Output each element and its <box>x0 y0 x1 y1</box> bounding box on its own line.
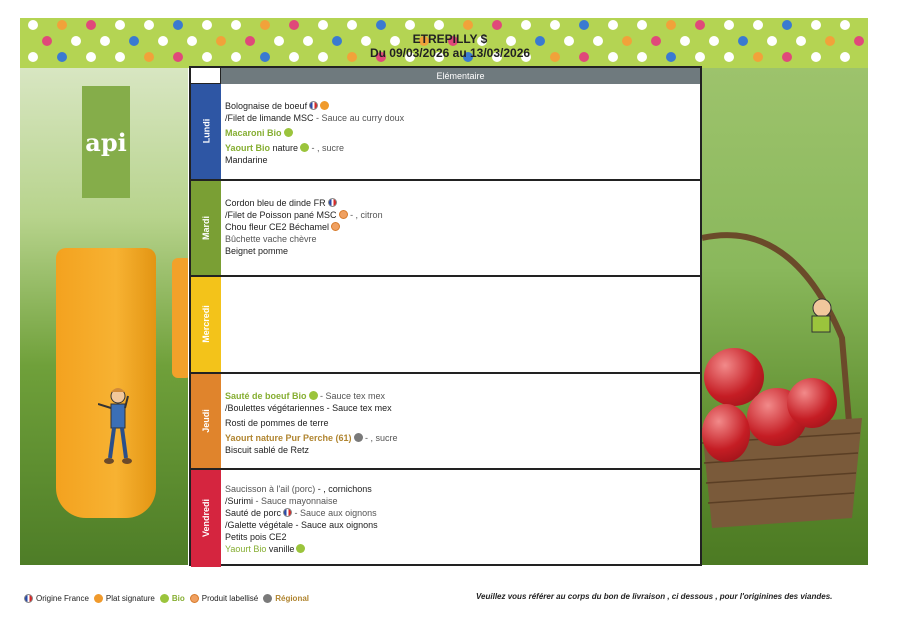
menu-item <box>225 142 696 154</box>
polka-dot <box>811 20 821 30</box>
menu-text: Saucisson à l'ail (porc) <box>225 484 316 494</box>
menu-text: Petits pois CE2 <box>225 532 287 542</box>
menu-text: Sauté de porc <box>225 508 282 518</box>
menu-text: vanille <box>266 544 295 554</box>
day-row-lundi <box>191 84 700 181</box>
legend-signature: Plat signature <box>105 594 155 603</box>
day-name: Jeudi <box>200 408 211 433</box>
polka-dot <box>463 20 473 30</box>
menu-text: - , cornichons <box>315 484 372 494</box>
day-menu <box>225 100 696 166</box>
day-name: Mardi <box>200 215 211 240</box>
polka-dot <box>637 20 647 30</box>
polka-dot <box>202 20 212 30</box>
day-menu <box>225 483 696 555</box>
day-row-vendredi <box>191 470 700 567</box>
regional-icon <box>263 594 272 603</box>
polka-dot <box>173 20 183 30</box>
yellow-boot-back <box>172 258 188 378</box>
regional-icon <box>354 433 363 442</box>
menu-item <box>225 483 696 495</box>
day-row-mardi <box>191 181 700 278</box>
menu-item <box>225 531 696 543</box>
menu-text: Bolognaise de boeuf <box>225 101 308 111</box>
bio-icon <box>296 544 305 553</box>
legend-labellise: Produit labellisé <box>201 594 259 603</box>
api-logo: api <box>82 86 130 198</box>
day-menu <box>225 390 696 456</box>
polka-dot <box>86 20 96 30</box>
apple <box>787 378 837 428</box>
day-menu <box>225 197 696 257</box>
polka-dot <box>289 20 299 30</box>
day-name: Lundi <box>201 119 211 144</box>
site-name: ETREPILLY $ <box>412 32 488 46</box>
yellow-boot <box>56 248 156 518</box>
menu-text: Bûchette vache chèvre <box>225 233 317 244</box>
menu-item <box>225 209 696 221</box>
menu-text: Beignet pomme <box>225 245 289 256</box>
apple <box>702 404 750 462</box>
menu-item <box>225 507 696 519</box>
day-label <box>191 277 221 372</box>
signature-icon <box>94 594 103 603</box>
label-icon <box>339 210 348 219</box>
menu-item <box>225 233 696 245</box>
menu-text: Macaroni Bio <box>225 128 282 138</box>
menu-text: /Galette végétale - Sauce aux oignons <box>225 520 378 530</box>
polka-dot <box>782 20 792 30</box>
day-label <box>191 374 221 469</box>
menu-accompaniment: - , citron <box>347 209 383 220</box>
menu-item <box>225 197 696 209</box>
menu-text: - Sauce au curry doux <box>313 113 405 123</box>
menu-item <box>225 390 696 402</box>
header-corner <box>191 68 221 84</box>
france-flag-icon <box>24 594 33 603</box>
day-name: Vendredi <box>201 499 212 538</box>
legend-origine: Origine France <box>36 594 89 603</box>
apple-basket-photo <box>702 68 868 565</box>
menu-item <box>225 245 696 257</box>
day-label <box>191 470 221 567</box>
menu-text: Mandarine <box>225 155 268 165</box>
menu-accompaniment: - Sauce aux oignons <box>292 508 377 518</box>
menu-item <box>225 127 696 139</box>
polka-dot <box>666 20 676 30</box>
meat-origin-note: Veuillez vous référer au corps du bon de livraison , ci dessous , pour l'originines des viandes. <box>476 592 833 601</box>
polka-dot <box>608 20 618 30</box>
menu-item <box>225 543 696 555</box>
bio-icon <box>284 128 293 137</box>
menu-text: Sauté de boeuf Bio <box>225 390 307 401</box>
polka-dot <box>318 20 328 30</box>
menu-item <box>225 432 696 444</box>
bio-icon <box>300 143 309 152</box>
menu-text: Yaourt Bio <box>225 544 267 554</box>
label-icon <box>190 594 199 603</box>
polka-dot <box>579 20 589 30</box>
polka-dot <box>840 20 850 30</box>
menu-text: Biscuit sablé de Retz <box>225 444 310 455</box>
france-flag-icon <box>328 198 337 207</box>
menu-accompaniment: - , sucre <box>362 432 398 443</box>
legend-bio: Bio <box>171 594 185 603</box>
polka-dot <box>231 20 241 30</box>
polka-dot <box>492 20 502 30</box>
polka-dot <box>376 20 386 30</box>
polka-dot <box>347 20 357 30</box>
day-row-mercredi <box>191 277 700 374</box>
menu-text: Rosti de pommes de terre <box>225 417 329 428</box>
label-icon <box>331 222 340 231</box>
menu-item <box>225 444 696 456</box>
page-title <box>0 32 900 60</box>
day-row-jeudi <box>191 374 700 471</box>
polka-dot <box>434 20 444 30</box>
menu-text: Chou fleur CE2 Béchamel <box>225 221 330 232</box>
legend <box>22 594 309 603</box>
france-flag-icon <box>309 101 318 110</box>
polka-dot <box>57 20 67 30</box>
bio-icon <box>160 594 169 603</box>
polka-dot <box>28 20 38 30</box>
menu-text: /Boulettes végétariennes - Sauce tex mex <box>225 402 392 413</box>
polka-dot <box>550 20 560 30</box>
polka-dot <box>260 20 270 30</box>
menu-text: - Sauce mayonnaise <box>253 496 338 506</box>
menu-item <box>225 100 696 112</box>
polka-dot <box>695 20 705 30</box>
menu-text: Yaourt nature Pur Perche (61) <box>225 432 352 443</box>
menu-period: Du 09/03/2026 au 13/03/2026 <box>369 46 531 60</box>
menu-text: /Filet de Poisson pané MSC <box>225 209 337 220</box>
menu-item <box>225 519 696 531</box>
day-name: Mercredi <box>201 305 211 344</box>
day-label <box>191 84 221 179</box>
menu-text: /Surimi <box>225 496 254 506</box>
menu-item <box>225 154 696 166</box>
menu-item <box>225 221 696 233</box>
menu-text: nature <box>270 143 299 153</box>
menu-text: Yaourt Bio <box>225 143 271 153</box>
polka-dot <box>724 20 734 30</box>
boot-photo <box>20 68 188 565</box>
bio-icon <box>309 391 318 400</box>
day-label <box>191 181 221 276</box>
signature-icon <box>320 101 329 110</box>
child-illustration <box>98 386 136 466</box>
polka-dot <box>521 20 531 30</box>
polka-dot <box>405 20 415 30</box>
menu-accompaniment: - Sauce tex mex <box>317 390 386 401</box>
menu-item <box>225 495 696 507</box>
menu-accompaniment: - , sucre <box>309 143 345 153</box>
france-flag-icon <box>283 508 292 517</box>
menu-text: /Filet de limande MSC <box>225 113 314 123</box>
menu-item <box>225 402 696 414</box>
polka-dot <box>115 20 125 30</box>
polka-dot <box>753 20 763 30</box>
menu-table <box>189 66 702 566</box>
menu-item <box>225 417 696 429</box>
legend-regional: Régional <box>275 594 309 603</box>
column-header: Elémentaire <box>221 68 700 84</box>
polka-dot <box>144 20 154 30</box>
menu-item <box>225 112 696 124</box>
menu-text: Cordon bleu de dinde FR <box>225 197 326 208</box>
